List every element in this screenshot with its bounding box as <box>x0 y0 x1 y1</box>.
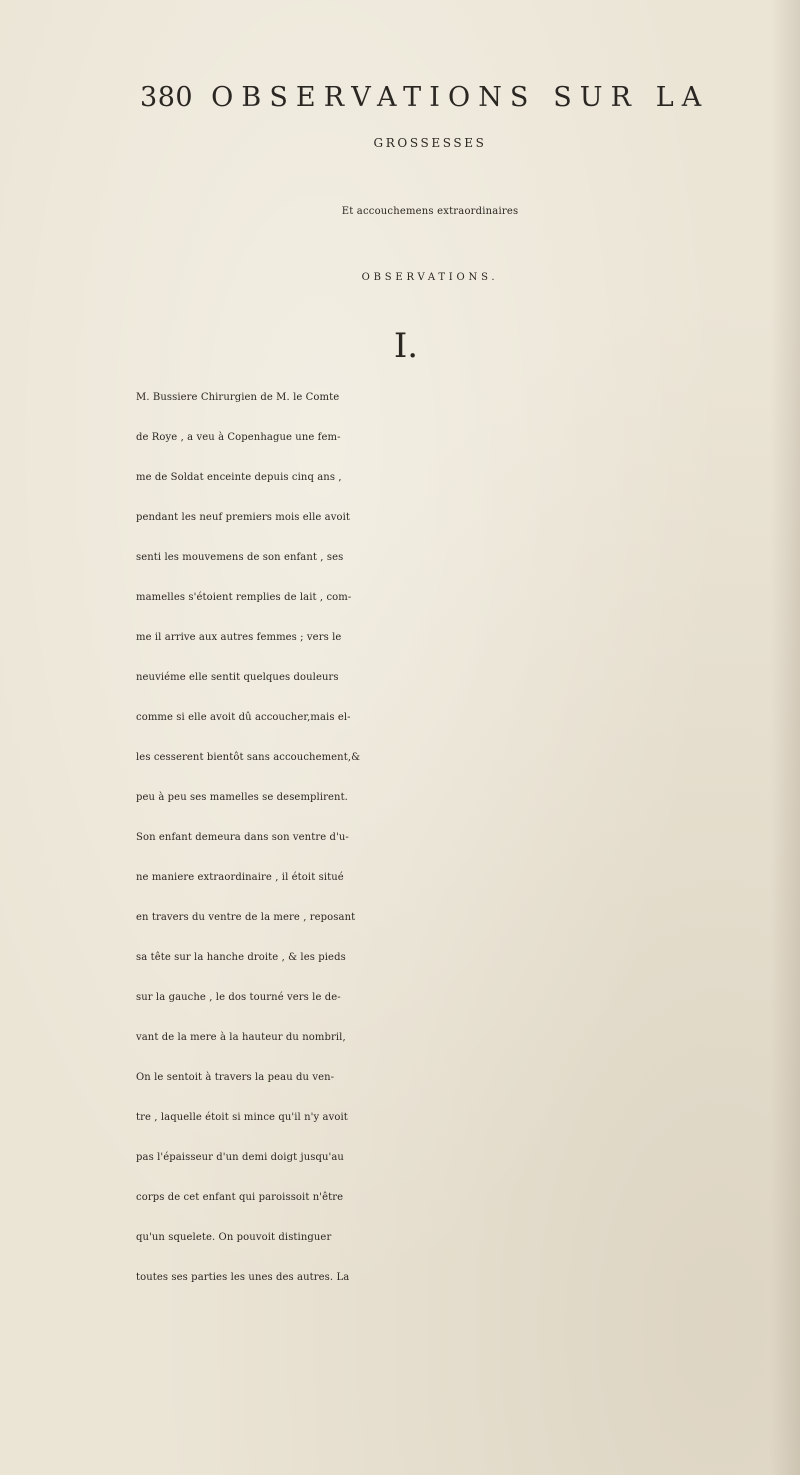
text-line: les cesserent bientôt sans accouchement,& <box>136 752 361 763</box>
text-line: senti les mouvemens de son enfant , ses <box>136 552 344 563</box>
observation-number: I. <box>393 326 419 366</box>
text-line: sur la gauche , le dos tourné vers le de- <box>136 992 341 1003</box>
text-line: peu à peu ses mamelles se desemplirent. <box>136 792 348 803</box>
text-line: On le sentoit à travers la peau du ven- <box>136 1072 335 1083</box>
text-line: toutes ses parties les unes des autres. La <box>136 1272 350 1283</box>
text-line: qu'un squelete. On pouvoit distinguer <box>136 1232 332 1243</box>
chapter-title: GROSSESSES <box>373 136 487 150</box>
text-line: M. Bussiere Chirurgien de M. le Comte <box>136 392 340 403</box>
text-line: sa tête sur la hanche droite , & les pieds <box>136 952 346 963</box>
text-line: neuviéme elle sentit quelques douleurs <box>136 672 339 683</box>
text-line: comme si elle avoit dû accoucher,mais el- <box>136 712 351 723</box>
running-head <box>140 82 710 113</box>
text-line: ne maniere extraordinaire , il étoit situé <box>136 872 344 883</box>
page-number: 380 <box>140 82 194 113</box>
text-line: me de Soldat enceinte depuis cinq ans , <box>136 472 342 483</box>
running-title: OBSERVATIONS SUR LA <box>211 82 710 113</box>
text-line: pendant les neuf premiers mois elle avoit <box>136 512 351 523</box>
text-line: corps de cet enfant qui paroissoit n'être <box>136 1192 344 1203</box>
text-line: Son enfant demeura dans son ventre d'u- <box>136 832 349 843</box>
text-line: me il arrive aux autres femmes ; vers le <box>136 632 342 643</box>
text-line: pas l'épaisseur d'un demi doigt jusqu'au <box>136 1152 344 1163</box>
text-line: mamelles s'étoient remplies de lait , com- <box>136 592 352 603</box>
body-text <box>136 378 796 1298</box>
text-line: tre , laquelle étoit si mince qu'il n'y avoit <box>136 1112 348 1123</box>
text-line: vant de la mere à la hauteur du nombril, <box>136 1032 346 1043</box>
section-heading: OBSERVATIONS. <box>361 272 499 283</box>
text-line: de Roye , a veu à Copenhague une fem- <box>136 432 341 443</box>
chapter-subtitle: Et accouchemens extraordinaires <box>341 206 519 217</box>
text-line: en travers du ventre de la mere , reposant <box>136 912 356 923</box>
